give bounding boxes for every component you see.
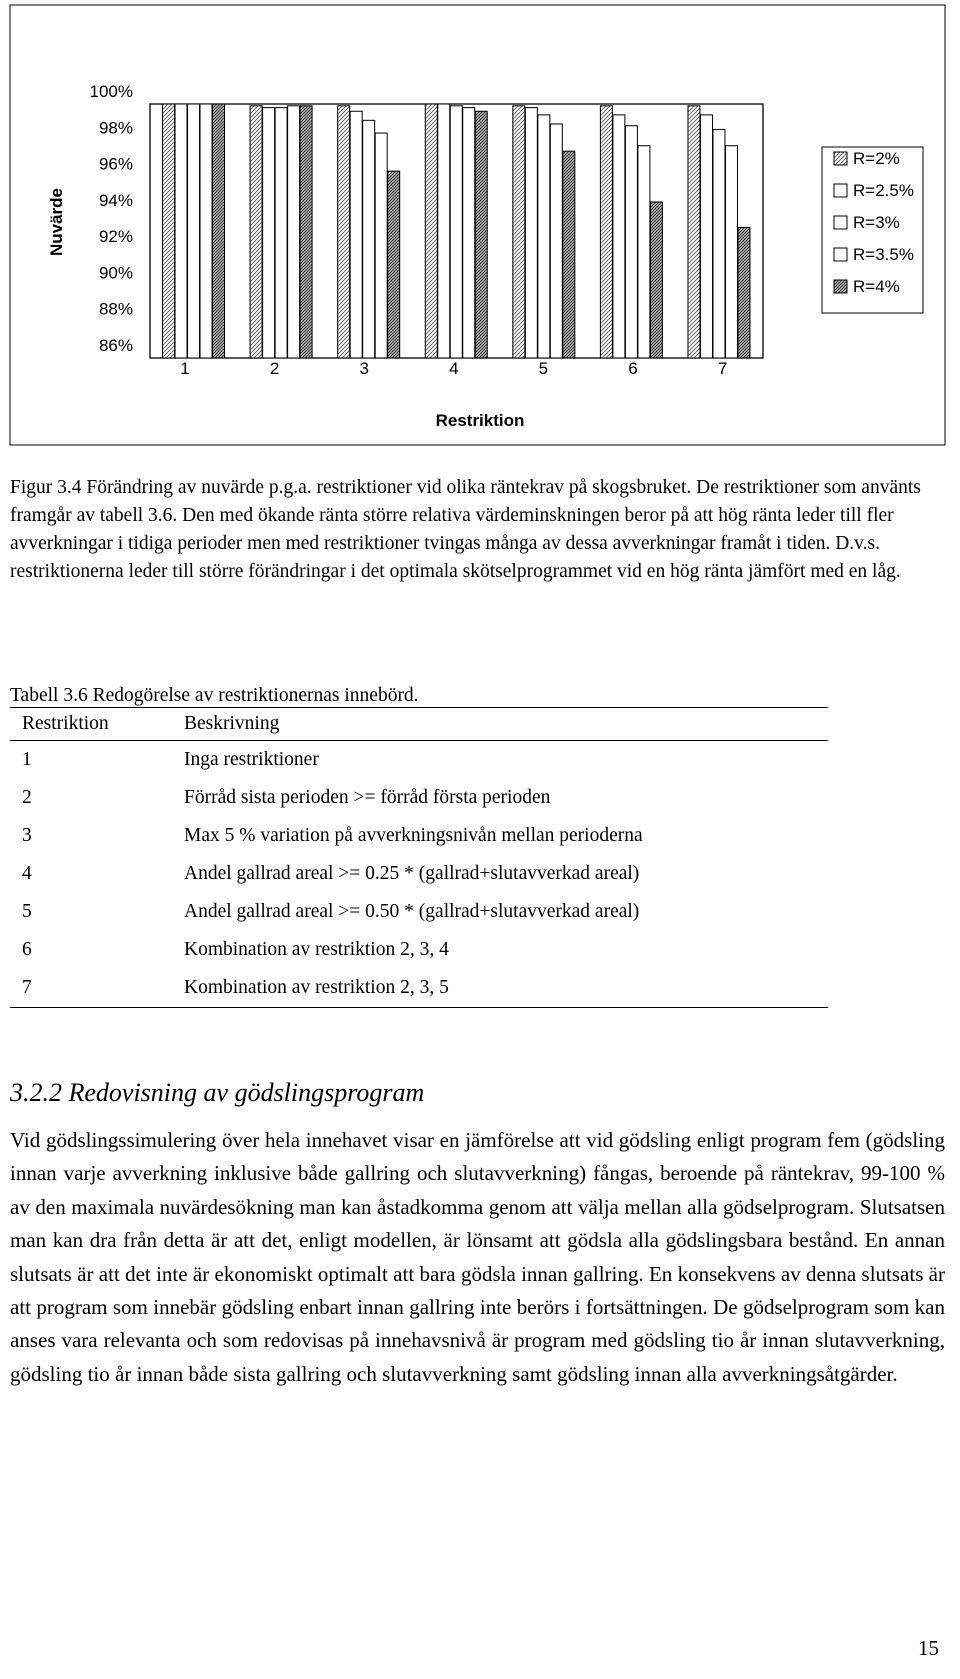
- bar-r-3--restriction-4: [450, 106, 462, 358]
- bar-r-2-5--restriction-4: [438, 104, 450, 358]
- x-tick-label: 1: [180, 359, 190, 378]
- y-tick-label: 86%: [98, 336, 133, 355]
- bar-r-4--restriction-5: [563, 151, 575, 358]
- column-header-restriction: Restriktion: [10, 708, 172, 741]
- bar-r-3-5--restriction-5: [550, 124, 562, 358]
- y-axis-label: Nuvärde: [47, 187, 66, 257]
- y-tick-labels: [90, 82, 133, 355]
- y-tick-label: 96%: [98, 154, 133, 174]
- restriction-number: 1: [22, 749, 32, 770]
- bar-r-4--restriction-2: [300, 106, 312, 358]
- bar-r-4--restriction-3: [388, 171, 400, 358]
- bar-r-4--restriction-4: [475, 111, 487, 358]
- bar-r-2--restriction-5: [513, 106, 525, 358]
- restriction-number: 6: [22, 939, 32, 960]
- bar-r-3-5--restriction-2: [288, 106, 300, 358]
- bar-r-2-5--restriction-6: [613, 115, 625, 358]
- bar-r-3-5--restriction-6: [638, 146, 650, 358]
- table-row: [10, 855, 828, 893]
- restriction-table-section: [10, 685, 828, 1008]
- legend-swatch: [834, 152, 847, 165]
- page-number: 15: [918, 1636, 939, 1660]
- restriction-number: 7: [10, 969, 172, 1008]
- legend-label: R=3%: [853, 213, 900, 232]
- bar-r-2-5--restriction-5: [525, 108, 537, 358]
- bar-r-3-5--restriction-3: [375, 133, 387, 358]
- table-row: [10, 779, 828, 817]
- y-tick-label: 98%: [98, 118, 133, 138]
- restriction-description: Inga restriktioner: [184, 749, 319, 770]
- x-axis-label: Restriktion: [435, 411, 525, 430]
- legend-swatch: [834, 216, 847, 229]
- legend-swatch: [834, 248, 847, 261]
- legend-label: R=2.5%: [853, 181, 914, 200]
- restriction-description: Förråd sista perioden >= förråd första perioden: [184, 787, 551, 808]
- net-present-value-chart: [0, 0, 960, 470]
- legend-label: R=4%: [853, 277, 900, 296]
- bar-r-2-5--restriction-7: [700, 115, 712, 358]
- bar-r-2--restriction-3: [338, 106, 350, 358]
- table-row: [10, 931, 828, 969]
- x-tick-label: 7: [717, 359, 728, 378]
- y-tick-label: 92%: [98, 227, 133, 247]
- section-heading: 3.2.2 Redovisning av gödslingsprogram: [10, 1078, 425, 1107]
- restriction-number: 5: [22, 901, 32, 922]
- restriction-description: Andel gallrad areal >= 0.50 * (gallrad+slutavverkad areal): [184, 901, 640, 922]
- bar-r-2--restriction-2: [250, 106, 262, 358]
- bar-r-4--restriction-6: [650, 202, 662, 358]
- restriction-description: Kombination av restriktion 2, 3, 4: [184, 939, 449, 960]
- x-tick-label: 6: [628, 359, 638, 378]
- legend-label: R=3.5%: [853, 245, 914, 264]
- bar-r-4--restriction-1: [213, 104, 225, 358]
- legend-swatch: [834, 184, 847, 197]
- restriction-table: [10, 707, 828, 1008]
- table-row: [10, 741, 828, 780]
- restriction-description: Max 5 % variation på avverkningsnivån mellan perioderna: [184, 825, 643, 846]
- figure-caption: Figur 3.4 Förändring av nuvärde p.g.a. restriktioner vid olika räntekrav på skogsbruket. De restriktioner som använts framgår av tabell 3.6. Den med ökande ränta större relativa värdeminskningen beror på att hög ränta leder till fler avverkningar i tidiga perioder men med restriktioner tvingas många av dessa avverkningar framåt i tiden. D.v.s. restriktionerna leder till större förändringar i det optimala skötselprogrammet vid en hög ränta jämfört med en låg.: [10, 477, 921, 582]
- restriction-number: 3: [22, 825, 32, 846]
- bar-r-3--restriction-2: [275, 108, 287, 358]
- bar-r-2-5--restriction-1: [175, 104, 187, 358]
- bar-r-3--restriction-5: [538, 115, 550, 358]
- x-tick-labels: [180, 359, 727, 378]
- bar-r-2--restriction-1: [163, 104, 175, 358]
- legend-label: R=2%: [853, 149, 900, 168]
- y-tick-label: 88%: [98, 299, 133, 319]
- table-row: [10, 893, 828, 931]
- bar-r-2--restriction-7: [688, 106, 700, 358]
- bar-r-3--restriction-1: [188, 104, 200, 358]
- table-row: [10, 817, 828, 855]
- x-tick-label: 2: [269, 359, 280, 378]
- bar-r-2-5--restriction-2: [263, 108, 275, 358]
- bar-r-2-5--restriction-3: [350, 111, 362, 358]
- bar-r-3-5--restriction-7: [725, 146, 737, 358]
- table-header-row: [10, 708, 828, 741]
- bar-r-4--restriction-7: [738, 227, 750, 358]
- table-row: [10, 969, 828, 1008]
- column-header-description: Beskrivning: [172, 708, 828, 741]
- x-tick-label: 3: [359, 359, 369, 378]
- bar-r-3--restriction-3: [363, 120, 375, 358]
- x-tick-label: 5: [538, 359, 549, 378]
- y-tick-label: 100%: [89, 82, 133, 101]
- bar-r-3-5--restriction-4: [463, 108, 475, 358]
- restriction-number: 4: [22, 863, 32, 884]
- y-tick-label: 90%: [98, 263, 133, 283]
- restriction-number: 2: [22, 787, 32, 808]
- restriction-description: Kombination av restriktion 2, 3, 5: [172, 969, 828, 1008]
- bar-r-2--restriction-6: [600, 106, 612, 358]
- bar-r-3--restriction-7: [713, 129, 725, 358]
- x-tick-label: 4: [449, 359, 459, 378]
- bar-r-3--restriction-6: [625, 126, 637, 358]
- bar-r-3-5--restriction-1: [200, 104, 212, 358]
- legend-swatch: [834, 280, 847, 293]
- bar-r-2--restriction-4: [425, 104, 437, 358]
- restriction-description: Andel gallrad areal >= 0.25 * (gallrad+slutavverkad areal): [184, 863, 640, 884]
- body-paragraph: Vid gödslingssimulering över hela innehavet visar en jämförelse att vid gödsling enligt program fem (gödsling innan varje avverkning inklusive både gallring och slutavverkning) fångas, beroende på räntekrav, 99-100 % av den maximala nuvärdesökning man kan åstadkomma genom att välja mellan alla gödselprogram. Slutsatsen man kan dra från detta är att det, enligt modellen, är lönsamt att gödsla alla gödslingsbara bestånd. En annan slutsats är att det inte är ekonomiskt optimalt att bara gödsla innan gallring. En konsekvens av denna slutsats är att program som innebär gödsling enbart innan gallring inte berörs i fortsättningen. De gödselprogram som kan anses vara relevanta och som redovisas på innehavsnivå är program med gödsling tio år innan slutavverkning, gödsling tio år innan både sista gallring och slutavverkning samt gödsling innan alla avverkningsåtgärder.: [10, 1128, 945, 1386]
- y-tick-label: 94%: [98, 190, 133, 210]
- table-title: Tabell 3.6 Redogörelse av restriktionernas innebörd.: [10, 685, 419, 706]
